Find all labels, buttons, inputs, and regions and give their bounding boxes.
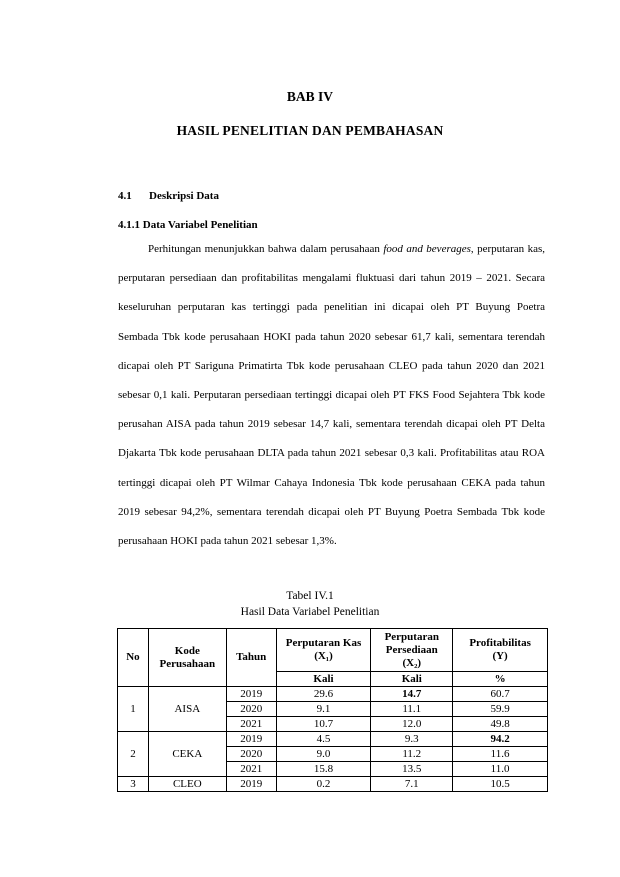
header-prof-line1: Profitabilitas bbox=[469, 637, 531, 649]
cell-kas: 4.5 bbox=[276, 732, 371, 747]
cell-sed: 11.1 bbox=[371, 702, 453, 717]
header-prof-line2: (Y) bbox=[492, 650, 508, 662]
cell-sed: 11.2 bbox=[371, 747, 453, 762]
table-caption-number: Tabel IV.1 bbox=[286, 590, 334, 602]
cell-kas: 29.6 bbox=[276, 687, 371, 702]
cell-prof: 11.6 bbox=[453, 747, 548, 762]
table-caption-title: Hasil Data Variabel Penelitian bbox=[240, 606, 380, 618]
cell-no: 1 bbox=[118, 687, 149, 732]
chapter-number: BAB IV bbox=[286, 89, 334, 104]
chapter-title: HASIL PENELITIAN DAN PEMBAHASAN bbox=[176, 123, 444, 138]
cell-tahun: 2021 bbox=[226, 762, 276, 777]
cell-sed: 9.3 bbox=[371, 732, 453, 747]
cell-no: 3 bbox=[118, 777, 149, 792]
table-body bbox=[118, 687, 548, 792]
header-sed-line1: Perputaran bbox=[384, 630, 439, 643]
cell-tahun: 2021 bbox=[226, 717, 276, 732]
cell-prof: 11.0 bbox=[453, 762, 548, 777]
cell-sed: 7.1 bbox=[371, 777, 453, 792]
cell-kas: 9.1 bbox=[276, 702, 371, 717]
paragraph-text-2: , perputaran kas, perputaran persediaan dan profitabilitas mengalami fluktuasi dari tahun 2019 – 2021. Secara keseluruhan perputaran kas tertinggi pada penelitian ini dicapai oleh PT Buyung Poetra Sembada Tbk kode perusahaan HOKI pada tahun 2020 sebesar 61,7 kali, sementara terendah dicapai oleh PT Sariguna Primatirta Tbk kode perusahaan CLEO pada tahun 2020 dan 2021 sebesar 0,1 kali. Perputaran persediaan tertinggi dicapai oleh PT FKS Food Sejahtera Tbk kode perusahan AISA pada tahun 2019 sebesar 14,7 kali, sementara terendah dicapai oleh PT Delta Djakarta Tbk kode perusahaan DLTA pada tahun 2021 sebesar 0,3 kali. Profitabilitas atau ROA tertinggi dicapai oleh PT Wilmar Cahaya Indonesia Tbk kode perusahaan CEKA pada tahun 2019 sebesar 94,2%, sementara terendah dicapai oleh PT Buyung Poetra Sembada Tbk kode perusahaan HOKI pada tahun 2021 sebesar 1,3%. bbox=[118, 243, 545, 548]
cell-prof: 59.9 bbox=[453, 702, 548, 717]
cell-prof: 49.8 bbox=[453, 717, 548, 732]
subsection-heading-4-1-1: 4.1.1 Data Variabel Penelitian bbox=[118, 219, 258, 231]
cell-kas: 0.2 bbox=[276, 777, 371, 792]
body-paragraph bbox=[118, 235, 545, 556]
header-kas bbox=[276, 629, 371, 672]
cell-kode: CLEO bbox=[148, 777, 226, 792]
cell-kas: 15.8 bbox=[276, 762, 371, 777]
header-profitabilitas bbox=[453, 629, 548, 672]
cell-tahun: 2019 bbox=[226, 777, 276, 792]
cell-no: 2 bbox=[118, 732, 149, 777]
table-row bbox=[118, 777, 548, 792]
table-row bbox=[118, 732, 548, 747]
cell-prof: 94.2 bbox=[453, 732, 548, 747]
cell-tahun: 2020 bbox=[226, 747, 276, 762]
header-persediaan bbox=[371, 629, 453, 672]
section-heading-4-1 bbox=[118, 190, 219, 202]
header-sed-line3: (X₂) bbox=[402, 656, 422, 669]
section-title: Deskripsi Data bbox=[149, 190, 219, 202]
header-tahun: Tahun bbox=[226, 629, 276, 687]
cell-kode: CEKA bbox=[148, 732, 226, 777]
cell-kode: AISA bbox=[148, 687, 226, 732]
cell-kas: 9.0 bbox=[276, 747, 371, 762]
header-kode-line2: Perusahaan bbox=[159, 657, 216, 670]
cell-kas: 10.7 bbox=[276, 717, 371, 732]
section-number: 4.1 bbox=[118, 190, 132, 202]
paragraph-text-1: Perhitungan menunjukkan bahwa dalam perusahaan bbox=[148, 243, 384, 255]
cell-tahun: 2020 bbox=[226, 702, 276, 717]
unit-persediaan: Kali bbox=[371, 672, 453, 687]
unit-kas: Kali bbox=[276, 672, 371, 687]
header-no: No bbox=[118, 629, 149, 687]
cell-sed: 14.7 bbox=[371, 687, 453, 702]
cell-prof: 60.7 bbox=[453, 687, 548, 702]
paragraph-italic-term: food and beverages bbox=[383, 243, 471, 255]
cell-tahun: 2019 bbox=[226, 687, 276, 702]
header-kas-line2: (X₁) bbox=[314, 650, 333, 662]
cell-sed: 13.5 bbox=[371, 762, 453, 777]
data-table bbox=[117, 628, 548, 792]
cell-sed: 12.0 bbox=[371, 717, 453, 732]
unit-profitabilitas: % bbox=[453, 672, 548, 687]
cell-prof: 10.5 bbox=[453, 777, 548, 792]
header-kode-line1: Kode bbox=[174, 644, 200, 657]
header-kode bbox=[148, 629, 226, 687]
table-row bbox=[118, 687, 548, 702]
header-kas-line1: Perputaran Kas bbox=[285, 637, 362, 649]
header-sed-line2: Persediaan bbox=[385, 643, 438, 656]
cell-tahun: 2019 bbox=[226, 732, 276, 747]
